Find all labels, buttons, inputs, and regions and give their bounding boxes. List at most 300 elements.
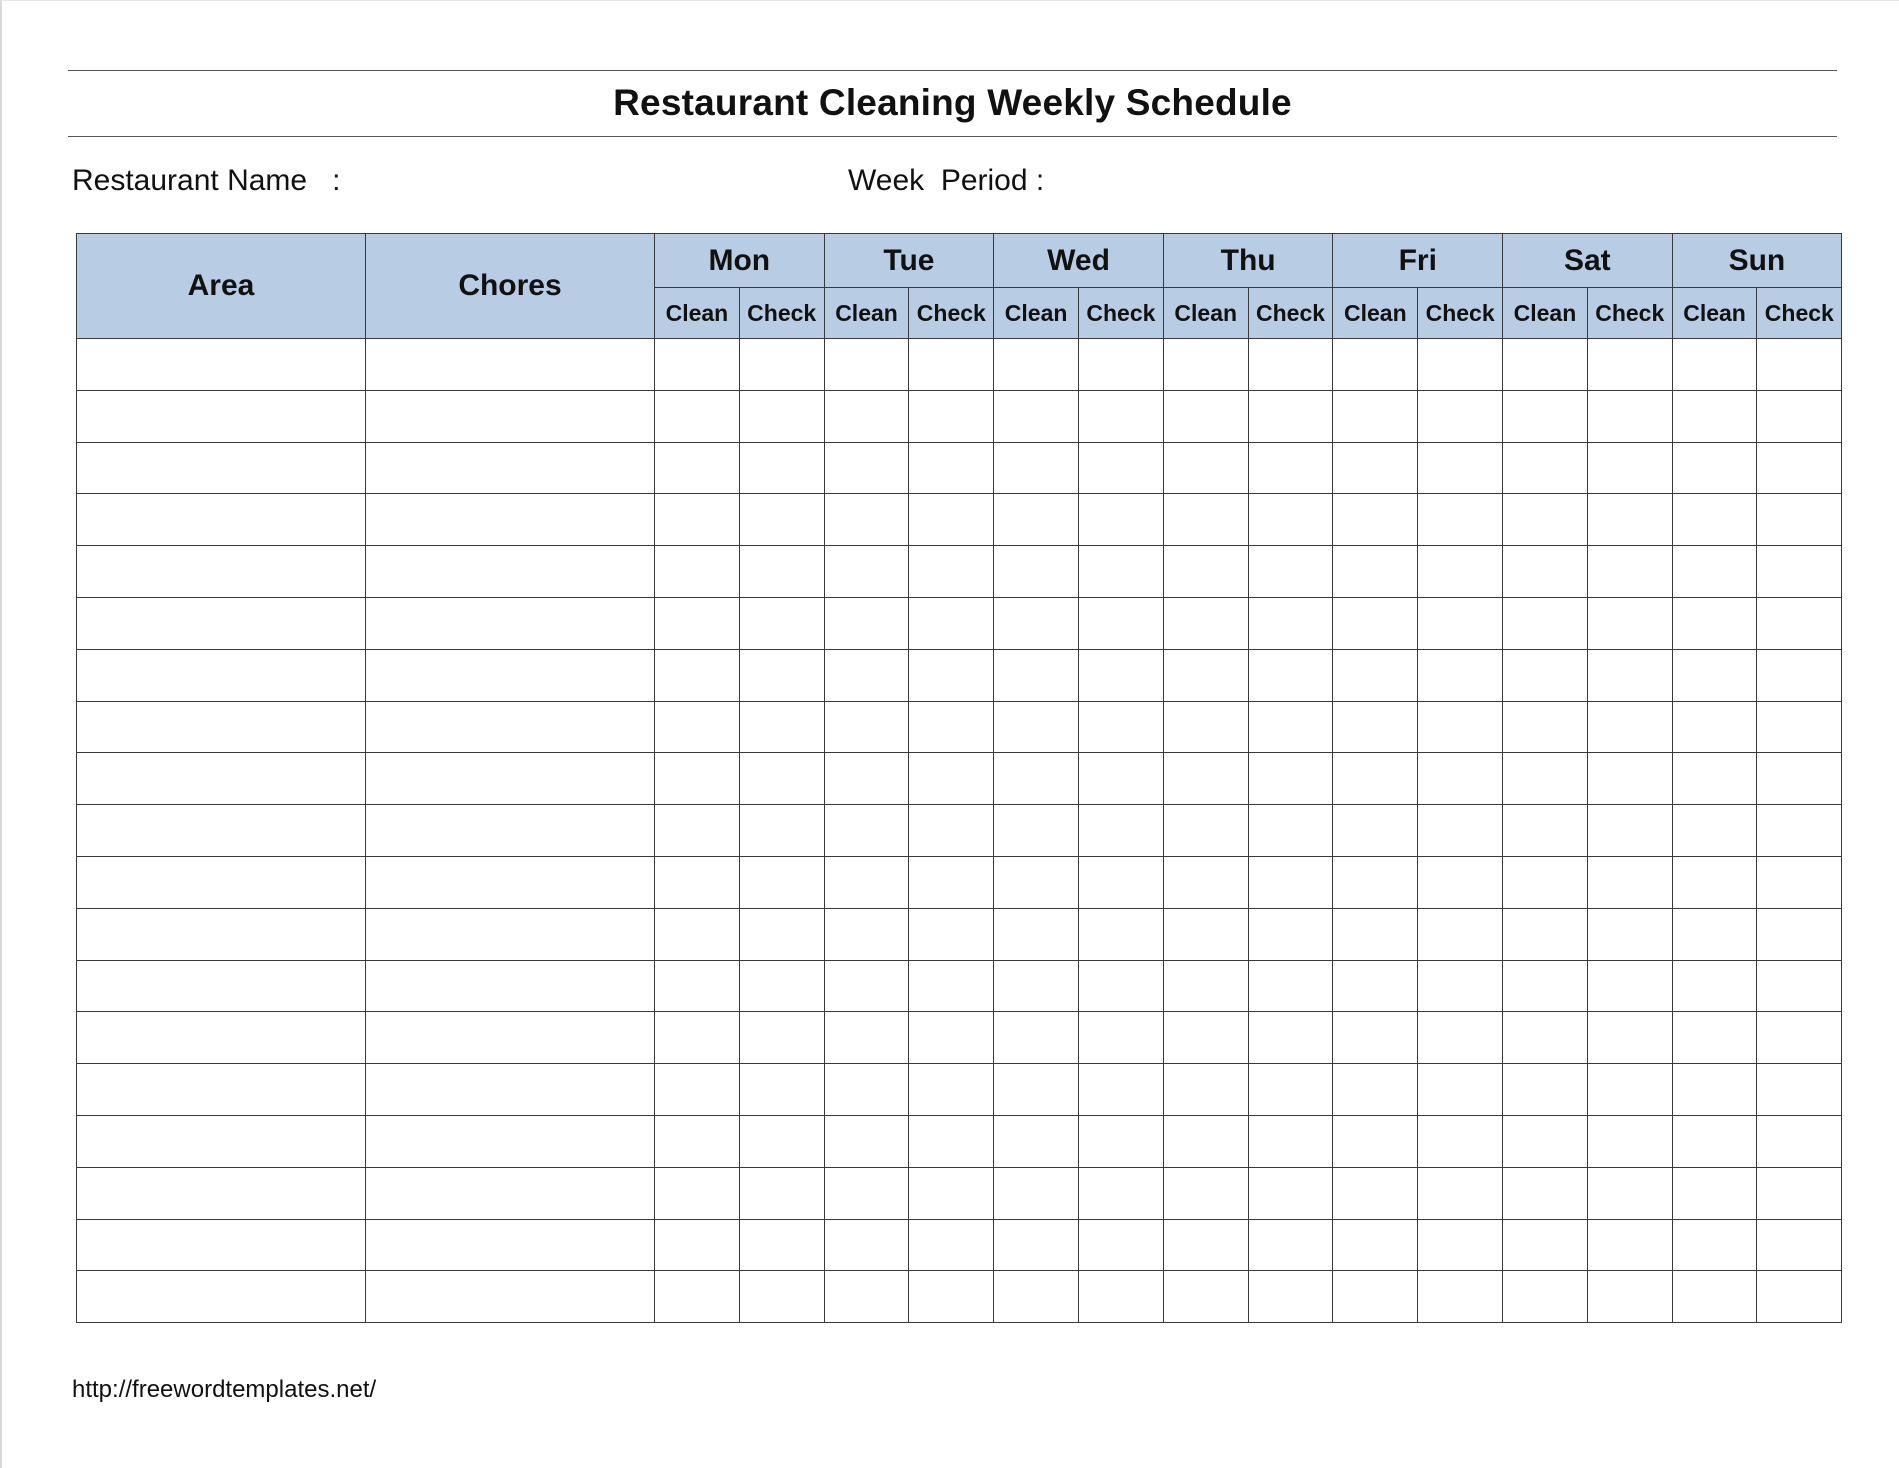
- sun-check-cell[interactable]: [1757, 1012, 1842, 1064]
- chores-cell[interactable]: [366, 597, 655, 649]
- thu-clean-cell[interactable]: [1163, 649, 1248, 701]
- thu-clean-cell[interactable]: [1163, 1012, 1248, 1064]
- sat-check-cell[interactable]: [1587, 1012, 1672, 1064]
- sat-clean-cell[interactable]: [1503, 908, 1588, 960]
- thu-clean-cell[interactable]: [1163, 960, 1248, 1012]
- fri-clean-cell[interactable]: [1333, 856, 1418, 908]
- sun-clean-cell[interactable]: [1672, 597, 1757, 649]
- wed-check-cell[interactable]: [1079, 1219, 1164, 1271]
- area-cell[interactable]: [77, 546, 366, 598]
- wed-clean-cell[interactable]: [994, 597, 1079, 649]
- wed-clean-cell[interactable]: [994, 649, 1079, 701]
- thu-clean-cell[interactable]: [1163, 1115, 1248, 1167]
- thu-clean-cell[interactable]: [1163, 1271, 1248, 1323]
- sun-check-cell[interactable]: [1757, 649, 1842, 701]
- thu-clean-cell[interactable]: [1163, 1167, 1248, 1219]
- tue-check-cell[interactable]: [909, 805, 994, 857]
- mon-check-cell[interactable]: [739, 1167, 824, 1219]
- fri-clean-cell[interactable]: [1333, 1271, 1418, 1323]
- chores-cell[interactable]: [366, 546, 655, 598]
- mon-check-cell[interactable]: [739, 1115, 824, 1167]
- chores-cell[interactable]: [366, 960, 655, 1012]
- tue-clean-cell[interactable]: [824, 960, 909, 1012]
- mon-clean-cell[interactable]: [655, 856, 740, 908]
- wed-check-cell[interactable]: [1079, 1271, 1164, 1323]
- area-cell[interactable]: [77, 1115, 366, 1167]
- thu-check-cell[interactable]: [1248, 1012, 1333, 1064]
- sun-check-cell[interactable]: [1757, 1219, 1842, 1271]
- fri-clean-cell[interactable]: [1333, 1219, 1418, 1271]
- wed-check-cell[interactable]: [1079, 597, 1164, 649]
- fri-check-cell[interactable]: [1418, 1219, 1503, 1271]
- sun-clean-cell[interactable]: [1672, 649, 1757, 701]
- mon-clean-cell[interactable]: [655, 701, 740, 753]
- thu-check-cell[interactable]: [1248, 649, 1333, 701]
- sun-clean-cell[interactable]: [1672, 1064, 1757, 1116]
- sat-clean-cell[interactable]: [1503, 597, 1588, 649]
- fri-check-cell[interactable]: [1418, 442, 1503, 494]
- sat-check-cell[interactable]: [1587, 339, 1672, 391]
- area-cell[interactable]: [77, 960, 366, 1012]
- thu-check-cell[interactable]: [1248, 546, 1333, 598]
- chores-cell[interactable]: [366, 339, 655, 391]
- mon-clean-cell[interactable]: [655, 1064, 740, 1116]
- area-cell[interactable]: [77, 908, 366, 960]
- sat-clean-cell[interactable]: [1503, 701, 1588, 753]
- sun-clean-cell[interactable]: [1672, 390, 1757, 442]
- sun-check-cell[interactable]: [1757, 494, 1842, 546]
- thu-clean-cell[interactable]: [1163, 908, 1248, 960]
- tue-clean-cell[interactable]: [824, 339, 909, 391]
- mon-check-cell[interactable]: [739, 339, 824, 391]
- area-cell[interactable]: [77, 597, 366, 649]
- tue-check-cell[interactable]: [909, 1271, 994, 1323]
- tue-check-cell[interactable]: [909, 753, 994, 805]
- mon-clean-cell[interactable]: [655, 1167, 740, 1219]
- sat-clean-cell[interactable]: [1503, 1167, 1588, 1219]
- wed-check-cell[interactable]: [1079, 805, 1164, 857]
- thu-check-cell[interactable]: [1248, 805, 1333, 857]
- sun-clean-cell[interactable]: [1672, 805, 1757, 857]
- sun-clean-cell[interactable]: [1672, 494, 1757, 546]
- tue-check-cell[interactable]: [909, 1012, 994, 1064]
- tue-clean-cell[interactable]: [824, 494, 909, 546]
- wed-check-cell[interactable]: [1079, 1167, 1164, 1219]
- tue-clean-cell[interactable]: [824, 1167, 909, 1219]
- wed-clean-cell[interactable]: [994, 1012, 1079, 1064]
- wed-clean-cell[interactable]: [994, 1271, 1079, 1323]
- mon-clean-cell[interactable]: [655, 1115, 740, 1167]
- sat-check-cell[interactable]: [1587, 753, 1672, 805]
- chores-cell[interactable]: [366, 1219, 655, 1271]
- tue-check-cell[interactable]: [909, 1167, 994, 1219]
- tue-check-cell[interactable]: [909, 390, 994, 442]
- sun-clean-cell[interactable]: [1672, 339, 1757, 391]
- sun-check-cell[interactable]: [1757, 390, 1842, 442]
- mon-clean-cell[interactable]: [655, 597, 740, 649]
- fri-clean-cell[interactable]: [1333, 390, 1418, 442]
- mon-check-cell[interactable]: [739, 597, 824, 649]
- sat-clean-cell[interactable]: [1503, 1271, 1588, 1323]
- area-cell[interactable]: [77, 1219, 366, 1271]
- fri-check-cell[interactable]: [1418, 390, 1503, 442]
- fri-check-cell[interactable]: [1418, 1064, 1503, 1116]
- mon-check-cell[interactable]: [739, 494, 824, 546]
- sun-clean-cell[interactable]: [1672, 546, 1757, 598]
- sun-check-cell[interactable]: [1757, 442, 1842, 494]
- thu-clean-cell[interactable]: [1163, 1064, 1248, 1116]
- sat-clean-cell[interactable]: [1503, 1012, 1588, 1064]
- tue-clean-cell[interactable]: [824, 701, 909, 753]
- thu-check-cell[interactable]: [1248, 960, 1333, 1012]
- wed-clean-cell[interactable]: [994, 442, 1079, 494]
- sat-check-cell[interactable]: [1587, 1219, 1672, 1271]
- sun-check-cell[interactable]: [1757, 1064, 1842, 1116]
- thu-check-cell[interactable]: [1248, 1115, 1333, 1167]
- fri-clean-cell[interactable]: [1333, 1167, 1418, 1219]
- mon-clean-cell[interactable]: [655, 908, 740, 960]
- wed-check-cell[interactable]: [1079, 339, 1164, 391]
- wed-check-cell[interactable]: [1079, 649, 1164, 701]
- area-cell[interactable]: [77, 1012, 366, 1064]
- sat-check-cell[interactable]: [1587, 1115, 1672, 1167]
- sat-check-cell[interactable]: [1587, 960, 1672, 1012]
- tue-check-cell[interactable]: [909, 494, 994, 546]
- fri-clean-cell[interactable]: [1333, 442, 1418, 494]
- wed-clean-cell[interactable]: [994, 805, 1079, 857]
- thu-clean-cell[interactable]: [1163, 753, 1248, 805]
- sun-check-cell[interactable]: [1757, 1271, 1842, 1323]
- mon-check-cell[interactable]: [739, 805, 824, 857]
- chores-cell[interactable]: [366, 649, 655, 701]
- fri-check-cell[interactable]: [1418, 1012, 1503, 1064]
- sun-check-cell[interactable]: [1757, 856, 1842, 908]
- mon-check-cell[interactable]: [739, 856, 824, 908]
- area-cell[interactable]: [77, 390, 366, 442]
- thu-clean-cell[interactable]: [1163, 701, 1248, 753]
- area-cell[interactable]: [77, 701, 366, 753]
- sun-check-cell[interactable]: [1757, 753, 1842, 805]
- thu-clean-cell[interactable]: [1163, 339, 1248, 391]
- sat-check-cell[interactable]: [1587, 908, 1672, 960]
- fri-clean-cell[interactable]: [1333, 960, 1418, 1012]
- wed-clean-cell[interactable]: [994, 1167, 1079, 1219]
- thu-clean-cell[interactable]: [1163, 442, 1248, 494]
- thu-clean-cell[interactable]: [1163, 1219, 1248, 1271]
- fri-check-cell[interactable]: [1418, 339, 1503, 391]
- mon-clean-cell[interactable]: [655, 805, 740, 857]
- chores-cell[interactable]: [366, 1115, 655, 1167]
- sat-clean-cell[interactable]: [1503, 1219, 1588, 1271]
- sun-clean-cell[interactable]: [1672, 1167, 1757, 1219]
- fri-clean-cell[interactable]: [1333, 649, 1418, 701]
- sun-check-cell[interactable]: [1757, 908, 1842, 960]
- sun-clean-cell[interactable]: [1672, 753, 1757, 805]
- fri-clean-cell[interactable]: [1333, 701, 1418, 753]
- chores-cell[interactable]: [366, 390, 655, 442]
- sun-check-cell[interactable]: [1757, 339, 1842, 391]
- tue-check-cell[interactable]: [909, 1064, 994, 1116]
- fri-clean-cell[interactable]: [1333, 1012, 1418, 1064]
- sat-clean-cell[interactable]: [1503, 339, 1588, 391]
- tue-clean-cell[interactable]: [824, 1271, 909, 1323]
- fri-clean-cell[interactable]: [1333, 546, 1418, 598]
- fri-clean-cell[interactable]: [1333, 494, 1418, 546]
- sun-clean-cell[interactable]: [1672, 442, 1757, 494]
- wed-check-cell[interactable]: [1079, 1012, 1164, 1064]
- wed-check-cell[interactable]: [1079, 1064, 1164, 1116]
- fri-check-cell[interactable]: [1418, 597, 1503, 649]
- thu-check-cell[interactable]: [1248, 339, 1333, 391]
- sun-clean-cell[interactable]: [1672, 1271, 1757, 1323]
- thu-check-cell[interactable]: [1248, 390, 1333, 442]
- area-cell[interactable]: [77, 1064, 366, 1116]
- fri-clean-cell[interactable]: [1333, 597, 1418, 649]
- mon-clean-cell[interactable]: [655, 753, 740, 805]
- fri-clean-cell[interactable]: [1333, 1064, 1418, 1116]
- area-cell[interactable]: [77, 753, 366, 805]
- fri-check-cell[interactable]: [1418, 1167, 1503, 1219]
- chores-cell[interactable]: [366, 805, 655, 857]
- tue-clean-cell[interactable]: [824, 1064, 909, 1116]
- tue-check-cell[interactable]: [909, 339, 994, 391]
- wed-clean-cell[interactable]: [994, 494, 1079, 546]
- tue-check-cell[interactable]: [909, 597, 994, 649]
- wed-check-cell[interactable]: [1079, 753, 1164, 805]
- sat-check-cell[interactable]: [1587, 1271, 1672, 1323]
- thu-clean-cell[interactable]: [1163, 494, 1248, 546]
- mon-clean-cell[interactable]: [655, 960, 740, 1012]
- tue-clean-cell[interactable]: [824, 805, 909, 857]
- wed-check-cell[interactable]: [1079, 442, 1164, 494]
- tue-clean-cell[interactable]: [824, 1012, 909, 1064]
- tue-check-cell[interactable]: [909, 1115, 994, 1167]
- sat-clean-cell[interactable]: [1503, 1064, 1588, 1116]
- wed-clean-cell[interactable]: [994, 546, 1079, 598]
- fri-clean-cell[interactable]: [1333, 753, 1418, 805]
- thu-check-cell[interactable]: [1248, 1271, 1333, 1323]
- sat-clean-cell[interactable]: [1503, 390, 1588, 442]
- sun-check-cell[interactable]: [1757, 701, 1842, 753]
- mon-check-cell[interactable]: [739, 442, 824, 494]
- sun-clean-cell[interactable]: [1672, 1115, 1757, 1167]
- mon-clean-cell[interactable]: [655, 390, 740, 442]
- mon-check-cell[interactable]: [739, 1064, 824, 1116]
- thu-clean-cell[interactable]: [1163, 546, 1248, 598]
- sat-clean-cell[interactable]: [1503, 753, 1588, 805]
- mon-clean-cell[interactable]: [655, 1271, 740, 1323]
- thu-check-cell[interactable]: [1248, 908, 1333, 960]
- tue-clean-cell[interactable]: [824, 649, 909, 701]
- mon-clean-cell[interactable]: [655, 442, 740, 494]
- area-cell[interactable]: [77, 442, 366, 494]
- wed-clean-cell[interactable]: [994, 390, 1079, 442]
- sun-clean-cell[interactable]: [1672, 908, 1757, 960]
- mon-check-cell[interactable]: [739, 1219, 824, 1271]
- tue-clean-cell[interactable]: [824, 1219, 909, 1271]
- fri-check-cell[interactable]: [1418, 701, 1503, 753]
- thu-check-cell[interactable]: [1248, 701, 1333, 753]
- wed-check-cell[interactable]: [1079, 546, 1164, 598]
- mon-check-cell[interactable]: [739, 908, 824, 960]
- sun-clean-cell[interactable]: [1672, 1219, 1757, 1271]
- sun-check-cell[interactable]: [1757, 1167, 1842, 1219]
- sat-check-cell[interactable]: [1587, 442, 1672, 494]
- sat-check-cell[interactable]: [1587, 597, 1672, 649]
- sun-clean-cell[interactable]: [1672, 960, 1757, 1012]
- sat-clean-cell[interactable]: [1503, 494, 1588, 546]
- mon-check-cell[interactable]: [739, 546, 824, 598]
- thu-check-cell[interactable]: [1248, 442, 1333, 494]
- tue-check-cell[interactable]: [909, 442, 994, 494]
- sun-check-cell[interactable]: [1757, 597, 1842, 649]
- sun-check-cell[interactable]: [1757, 805, 1842, 857]
- sun-clean-cell[interactable]: [1672, 1012, 1757, 1064]
- fri-clean-cell[interactable]: [1333, 908, 1418, 960]
- chores-cell[interactable]: [366, 753, 655, 805]
- fri-check-cell[interactable]: [1418, 960, 1503, 1012]
- chores-cell[interactable]: [366, 701, 655, 753]
- sat-clean-cell[interactable]: [1503, 960, 1588, 1012]
- tue-check-cell[interactable]: [909, 856, 994, 908]
- mon-clean-cell[interactable]: [655, 546, 740, 598]
- wed-check-cell[interactable]: [1079, 960, 1164, 1012]
- tue-clean-cell[interactable]: [824, 442, 909, 494]
- chores-cell[interactable]: [366, 1271, 655, 1323]
- fri-check-cell[interactable]: [1418, 1271, 1503, 1323]
- sun-check-cell[interactable]: [1757, 1115, 1842, 1167]
- tue-clean-cell[interactable]: [824, 908, 909, 960]
- sat-check-cell[interactable]: [1587, 1167, 1672, 1219]
- sat-check-cell[interactable]: [1587, 805, 1672, 857]
- fri-clean-cell[interactable]: [1333, 1115, 1418, 1167]
- tue-check-cell[interactable]: [909, 1219, 994, 1271]
- chores-cell[interactable]: [366, 442, 655, 494]
- wed-clean-cell[interactable]: [994, 701, 1079, 753]
- sat-check-cell[interactable]: [1587, 649, 1672, 701]
- tue-clean-cell[interactable]: [824, 546, 909, 598]
- sun-clean-cell[interactable]: [1672, 701, 1757, 753]
- thu-check-cell[interactable]: [1248, 494, 1333, 546]
- wed-check-cell[interactable]: [1079, 701, 1164, 753]
- thu-clean-cell[interactable]: [1163, 390, 1248, 442]
- fri-check-cell[interactable]: [1418, 546, 1503, 598]
- wed-clean-cell[interactable]: [994, 960, 1079, 1012]
- area-cell[interactable]: [77, 649, 366, 701]
- fri-check-cell[interactable]: [1418, 649, 1503, 701]
- tue-clean-cell[interactable]: [824, 597, 909, 649]
- sat-clean-cell[interactable]: [1503, 546, 1588, 598]
- wed-clean-cell[interactable]: [994, 908, 1079, 960]
- thu-clean-cell[interactable]: [1163, 597, 1248, 649]
- mon-clean-cell[interactable]: [655, 494, 740, 546]
- thu-clean-cell[interactable]: [1163, 856, 1248, 908]
- thu-check-cell[interactable]: [1248, 856, 1333, 908]
- fri-check-cell[interactable]: [1418, 856, 1503, 908]
- sat-clean-cell[interactable]: [1503, 856, 1588, 908]
- tue-check-cell[interactable]: [909, 701, 994, 753]
- mon-clean-cell[interactable]: [655, 1012, 740, 1064]
- wed-check-cell[interactable]: [1079, 494, 1164, 546]
- tue-check-cell[interactable]: [909, 960, 994, 1012]
- chores-cell[interactable]: [366, 1167, 655, 1219]
- wed-check-cell[interactable]: [1079, 856, 1164, 908]
- mon-clean-cell[interactable]: [655, 649, 740, 701]
- mon-check-cell[interactable]: [739, 1012, 824, 1064]
- sat-clean-cell[interactable]: [1503, 442, 1588, 494]
- fri-check-cell[interactable]: [1418, 753, 1503, 805]
- fri-clean-cell[interactable]: [1333, 339, 1418, 391]
- mon-check-cell[interactable]: [739, 701, 824, 753]
- wed-check-cell[interactable]: [1079, 908, 1164, 960]
- sat-check-cell[interactable]: [1587, 546, 1672, 598]
- sat-check-cell[interactable]: [1587, 1064, 1672, 1116]
- mon-clean-cell[interactable]: [655, 1219, 740, 1271]
- sun-clean-cell[interactable]: [1672, 856, 1757, 908]
- area-cell[interactable]: [77, 856, 366, 908]
- sat-clean-cell[interactable]: [1503, 1115, 1588, 1167]
- wed-clean-cell[interactable]: [994, 1219, 1079, 1271]
- tue-clean-cell[interactable]: [824, 390, 909, 442]
- sun-check-cell[interactable]: [1757, 546, 1842, 598]
- fri-clean-cell[interactable]: [1333, 805, 1418, 857]
- sat-check-cell[interactable]: [1587, 494, 1672, 546]
- wed-clean-cell[interactable]: [994, 1064, 1079, 1116]
- fri-check-cell[interactable]: [1418, 805, 1503, 857]
- chores-cell[interactable]: [366, 908, 655, 960]
- tue-clean-cell[interactable]: [824, 753, 909, 805]
- area-cell[interactable]: [77, 805, 366, 857]
- area-cell[interactable]: [77, 1271, 366, 1323]
- chores-cell[interactable]: [366, 1064, 655, 1116]
- chores-cell[interactable]: [366, 1012, 655, 1064]
- area-cell[interactable]: [77, 339, 366, 391]
- thu-check-cell[interactable]: [1248, 753, 1333, 805]
- mon-check-cell[interactable]: [739, 390, 824, 442]
- mon-check-cell[interactable]: [739, 960, 824, 1012]
- area-cell[interactable]: [77, 1167, 366, 1219]
- area-cell[interactable]: [77, 494, 366, 546]
- chores-cell[interactable]: [366, 856, 655, 908]
- thu-clean-cell[interactable]: [1163, 805, 1248, 857]
- fri-check-cell[interactable]: [1418, 1115, 1503, 1167]
- tue-clean-cell[interactable]: [824, 1115, 909, 1167]
- wed-clean-cell[interactable]: [994, 1115, 1079, 1167]
- mon-check-cell[interactable]: [739, 1271, 824, 1323]
- tue-check-cell[interactable]: [909, 649, 994, 701]
- tue-clean-cell[interactable]: [824, 856, 909, 908]
- sat-check-cell[interactable]: [1587, 701, 1672, 753]
- thu-check-cell[interactable]: [1248, 1064, 1333, 1116]
- sat-clean-cell[interactable]: [1503, 649, 1588, 701]
- wed-clean-cell[interactable]: [994, 856, 1079, 908]
- thu-check-cell[interactable]: [1248, 597, 1333, 649]
- sun-check-cell[interactable]: [1757, 960, 1842, 1012]
- thu-check-cell[interactable]: [1248, 1167, 1333, 1219]
- chores-cell[interactable]: [366, 494, 655, 546]
- fri-check-cell[interactable]: [1418, 494, 1503, 546]
- sat-check-cell[interactable]: [1587, 856, 1672, 908]
- wed-clean-cell[interactable]: [994, 753, 1079, 805]
- thu-check-cell[interactable]: [1248, 1219, 1333, 1271]
- sat-check-cell[interactable]: [1587, 390, 1672, 442]
- wed-clean-cell[interactable]: [994, 339, 1079, 391]
- wed-check-cell[interactable]: [1079, 1115, 1164, 1167]
- mon-clean-cell[interactable]: [655, 339, 740, 391]
- tue-check-cell[interactable]: [909, 546, 994, 598]
- mon-check-cell[interactable]: [739, 753, 824, 805]
- tue-check-cell[interactable]: [909, 908, 994, 960]
